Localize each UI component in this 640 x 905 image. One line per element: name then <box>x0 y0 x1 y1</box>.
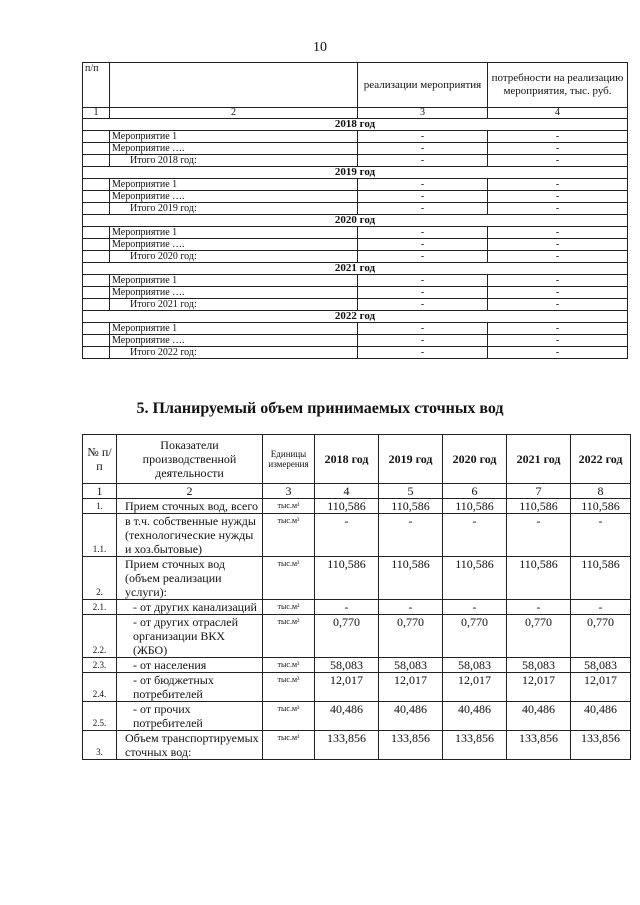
measure-row <box>83 275 628 287</box>
indicator-row <box>83 658 631 673</box>
measure-funding-value: - <box>488 191 628 203</box>
year-value: 40,486 <box>379 702 443 731</box>
measure-number <box>83 239 110 251</box>
measure-label: Мероприятие …. <box>110 287 358 299</box>
measure-funding-value: - <box>488 179 628 191</box>
year-value: 40,486 <box>315 702 379 731</box>
year-heading: 2019 год <box>83 167 628 179</box>
measure-number <box>83 143 110 155</box>
column-number: 3 <box>263 484 315 499</box>
measure-implementation-value: - <box>358 251 488 263</box>
measure-total-label: Итого 2022 год: <box>110 347 358 359</box>
row-index: 2.2. <box>83 615 117 658</box>
row-index: 2. <box>83 557 117 600</box>
measures-table <box>82 62 628 359</box>
measure-row <box>83 191 628 203</box>
measure-funding-value: - <box>488 275 628 287</box>
measure-implementation-value: - <box>358 227 488 239</box>
measure-row <box>83 179 628 191</box>
header-number: № п/п <box>83 435 117 484</box>
year-value: - <box>315 600 379 615</box>
year-heading: 2022 год <box>83 311 628 323</box>
measure-row <box>83 131 628 143</box>
year-value: 0,770 <box>379 615 443 658</box>
header-col-name <box>110 63 358 108</box>
section-title: 5. Планируемый объем принимаемых сточных вод <box>136 400 504 417</box>
measure-number <box>83 179 110 191</box>
unit-cell: тыс.м³ <box>263 702 315 731</box>
measure-implementation-value: - <box>358 287 488 299</box>
year-value: 0,770 <box>443 615 507 658</box>
year-value: - <box>507 514 571 557</box>
year-value: 110,586 <box>379 499 443 514</box>
year-value: 58,083 <box>443 658 507 673</box>
measure-row <box>83 227 628 239</box>
indicator-row <box>83 731 631 760</box>
measure-total-label: Итого 2021 год: <box>110 299 358 311</box>
measure-implementation-value: - <box>358 275 488 287</box>
year-value: 12,017 <box>571 673 631 702</box>
measure-implementation-value: - <box>358 335 488 347</box>
year-value: 0,770 <box>507 615 571 658</box>
measure-number <box>83 323 110 335</box>
year-value: - <box>571 600 631 615</box>
column-numbers-row <box>83 484 631 499</box>
measure-row <box>83 203 628 215</box>
measure-number <box>83 287 110 299</box>
measure-row <box>83 287 628 299</box>
indicator-label: - от населения <box>117 658 263 673</box>
measure-implementation-value: - <box>358 191 488 203</box>
year-value: - <box>315 514 379 557</box>
measure-row <box>83 155 628 167</box>
column-number: 6 <box>443 484 507 499</box>
measure-label: Мероприятие …. <box>110 191 358 203</box>
measure-implementation-value: - <box>358 323 488 335</box>
wastewater-table <box>82 434 631 760</box>
year-value: 133,856 <box>571 731 631 760</box>
measure-row <box>83 347 628 359</box>
year-value: 40,486 <box>571 702 631 731</box>
unit-cell: тыс.м³ <box>263 731 315 760</box>
year-value: 110,586 <box>507 499 571 514</box>
header-year: 2022 год <box>571 435 631 484</box>
measure-implementation-value: - <box>358 155 488 167</box>
year-value: 58,083 <box>507 658 571 673</box>
column-number: 1 <box>83 108 110 119</box>
measure-number <box>83 275 110 287</box>
column-number: 4 <box>315 484 379 499</box>
indicator-row <box>83 673 631 702</box>
column-number: 2 <box>117 484 263 499</box>
measure-total-label: Итого 2020 год: <box>110 251 358 263</box>
measure-number <box>83 251 110 263</box>
year-value: 0,770 <box>315 615 379 658</box>
measure-number <box>83 335 110 347</box>
year-value: 133,856 <box>443 731 507 760</box>
measure-implementation-value: - <box>358 179 488 191</box>
measure-implementation-value: - <box>358 131 488 143</box>
year-row <box>83 215 628 227</box>
unit-cell: тыс.м³ <box>263 499 315 514</box>
measure-funding-value: - <box>488 131 628 143</box>
year-value: 40,486 <box>443 702 507 731</box>
year-row <box>83 263 628 275</box>
measure-funding-value: - <box>488 299 628 311</box>
measure-row <box>83 299 628 311</box>
measure-label: Мероприятие …. <box>110 335 358 347</box>
indicator-row <box>83 615 631 658</box>
row-index: 1. <box>83 499 117 514</box>
year-value: 40,486 <box>507 702 571 731</box>
year-value: 12,017 <box>379 673 443 702</box>
year-value: 110,586 <box>443 557 507 600</box>
indicator-row <box>83 499 631 514</box>
measure-label: Мероприятие …. <box>110 239 358 251</box>
year-value: 110,586 <box>315 499 379 514</box>
year-value: 12,017 <box>443 673 507 702</box>
header-year: 2019 год <box>379 435 443 484</box>
measure-funding-value: - <box>488 335 628 347</box>
wastewater-table-header <box>83 435 631 484</box>
year-row <box>83 119 628 131</box>
unit-cell: тыс.м³ <box>263 514 315 557</box>
indicator-label: - от бюджетных потребителей <box>117 673 263 702</box>
unit-cell: тыс.м³ <box>263 615 315 658</box>
measure-row <box>83 335 628 347</box>
measure-implementation-value: - <box>358 347 488 359</box>
header-col-funding: потребности на реализацию мероприятия, тыс. руб. <box>488 63 628 108</box>
indicator-label: Прием сточных вод (объем реализации услуги): <box>117 557 263 600</box>
year-row <box>83 311 628 323</box>
row-index: 2.4. <box>83 673 117 702</box>
measure-row <box>83 143 628 155</box>
year-value: - <box>571 514 631 557</box>
measure-label: Мероприятие 1 <box>110 275 358 287</box>
column-number: 8 <box>571 484 631 499</box>
row-index: 2.1. <box>83 600 117 615</box>
indicator-label: - от других отраслей организации ВКХ (ЖБО) <box>117 615 263 658</box>
measure-funding-value: - <box>488 251 628 263</box>
year-heading: 2018 год <box>83 119 628 131</box>
header-unit: Единицы измерения <box>263 435 315 484</box>
header-indicator: Показатели производственной деятельности <box>117 435 263 484</box>
year-value: 58,083 <box>379 658 443 673</box>
measure-number <box>83 203 110 215</box>
year-value: - <box>379 600 443 615</box>
year-value: 0,770 <box>571 615 631 658</box>
year-value: - <box>443 600 507 615</box>
row-index: 2.5. <box>83 702 117 731</box>
year-heading: 2020 год <box>83 215 628 227</box>
row-index: 3. <box>83 731 117 760</box>
measure-total-label: Итого 2019 год: <box>110 203 358 215</box>
measure-funding-value: - <box>488 143 628 155</box>
header-year: 2018 год <box>315 435 379 484</box>
measure-label: Мероприятие 1 <box>110 227 358 239</box>
year-value: - <box>507 600 571 615</box>
measure-funding-value: - <box>488 203 628 215</box>
year-value: 110,586 <box>571 499 631 514</box>
header-col-implementation: реализации мероприятия <box>358 63 488 108</box>
measure-number <box>83 299 110 311</box>
year-value: 110,586 <box>315 557 379 600</box>
year-value: 110,586 <box>571 557 631 600</box>
measure-total-label: Итого 2018 год: <box>110 155 358 167</box>
year-value: 12,017 <box>507 673 571 702</box>
measure-row <box>83 323 628 335</box>
year-value: 133,856 <box>507 731 571 760</box>
column-number: 2 <box>110 108 358 119</box>
year-value: 133,856 <box>379 731 443 760</box>
measure-label: Мероприятие 1 <box>110 131 358 143</box>
unit-cell: тыс.м³ <box>263 600 315 615</box>
measure-funding-value: - <box>488 323 628 335</box>
measure-funding-value: - <box>488 239 628 251</box>
unit-cell: тыс.м³ <box>263 658 315 673</box>
year-value: 12,017 <box>315 673 379 702</box>
indicator-label: в т.ч. собственные нужды (технологические нужды и хоз.бытовые) <box>117 514 263 557</box>
row-index: 1.1. <box>83 514 117 557</box>
measure-number <box>83 155 110 167</box>
measure-number <box>83 131 110 143</box>
header-year: 2021 год <box>507 435 571 484</box>
year-value: 110,586 <box>379 557 443 600</box>
unit-cell: тыс.м³ <box>263 557 315 600</box>
column-number: 5 <box>379 484 443 499</box>
row-index: 2.3. <box>83 658 117 673</box>
page-number: 10 <box>313 40 327 55</box>
year-value: 58,083 <box>315 658 379 673</box>
year-value: 133,856 <box>315 731 379 760</box>
indicator-label: - от других канализаций <box>117 600 263 615</box>
measure-implementation-value: - <box>358 143 488 155</box>
measure-number <box>83 227 110 239</box>
column-number: 7 <box>507 484 571 499</box>
header-col-number: п/п <box>83 63 110 108</box>
column-number: 1 <box>83 484 117 499</box>
measure-funding-value: - <box>488 287 628 299</box>
measure-funding-value: - <box>488 155 628 167</box>
measure-implementation-value: - <box>358 239 488 251</box>
header-year: 2020 год <box>443 435 507 484</box>
year-value: - <box>379 514 443 557</box>
indicator-label: - от прочих потребителей <box>117 702 263 731</box>
indicator-label: Прием сточных вод, всего <box>117 499 263 514</box>
year-value: 110,586 <box>507 557 571 600</box>
measure-label: Мероприятие 1 <box>110 323 358 335</box>
year-value: - <box>443 514 507 557</box>
year-heading: 2021 год <box>83 263 628 275</box>
indicator-label: Объем транспортируемых сточных вод: <box>117 731 263 760</box>
column-number: 3 <box>358 108 488 119</box>
measure-number <box>83 347 110 359</box>
measure-label: Мероприятие 1 <box>110 179 358 191</box>
column-number: 4 <box>488 108 628 119</box>
indicator-row <box>83 702 631 731</box>
column-numbers-row <box>83 108 628 119</box>
measure-implementation-value: - <box>358 299 488 311</box>
measures-table-header <box>83 63 628 108</box>
measure-implementation-value: - <box>358 203 488 215</box>
measure-funding-value: - <box>488 347 628 359</box>
measure-funding-value: - <box>488 227 628 239</box>
measure-row <box>83 251 628 263</box>
indicator-row <box>83 600 631 615</box>
measure-label: Мероприятие …. <box>110 143 358 155</box>
unit-cell: тыс.м³ <box>263 673 315 702</box>
year-value: 110,586 <box>443 499 507 514</box>
year-row <box>83 167 628 179</box>
year-value: 58,083 <box>571 658 631 673</box>
measure-row <box>83 239 628 251</box>
indicator-row <box>83 514 631 557</box>
measure-number <box>83 191 110 203</box>
indicator-row <box>83 557 631 600</box>
